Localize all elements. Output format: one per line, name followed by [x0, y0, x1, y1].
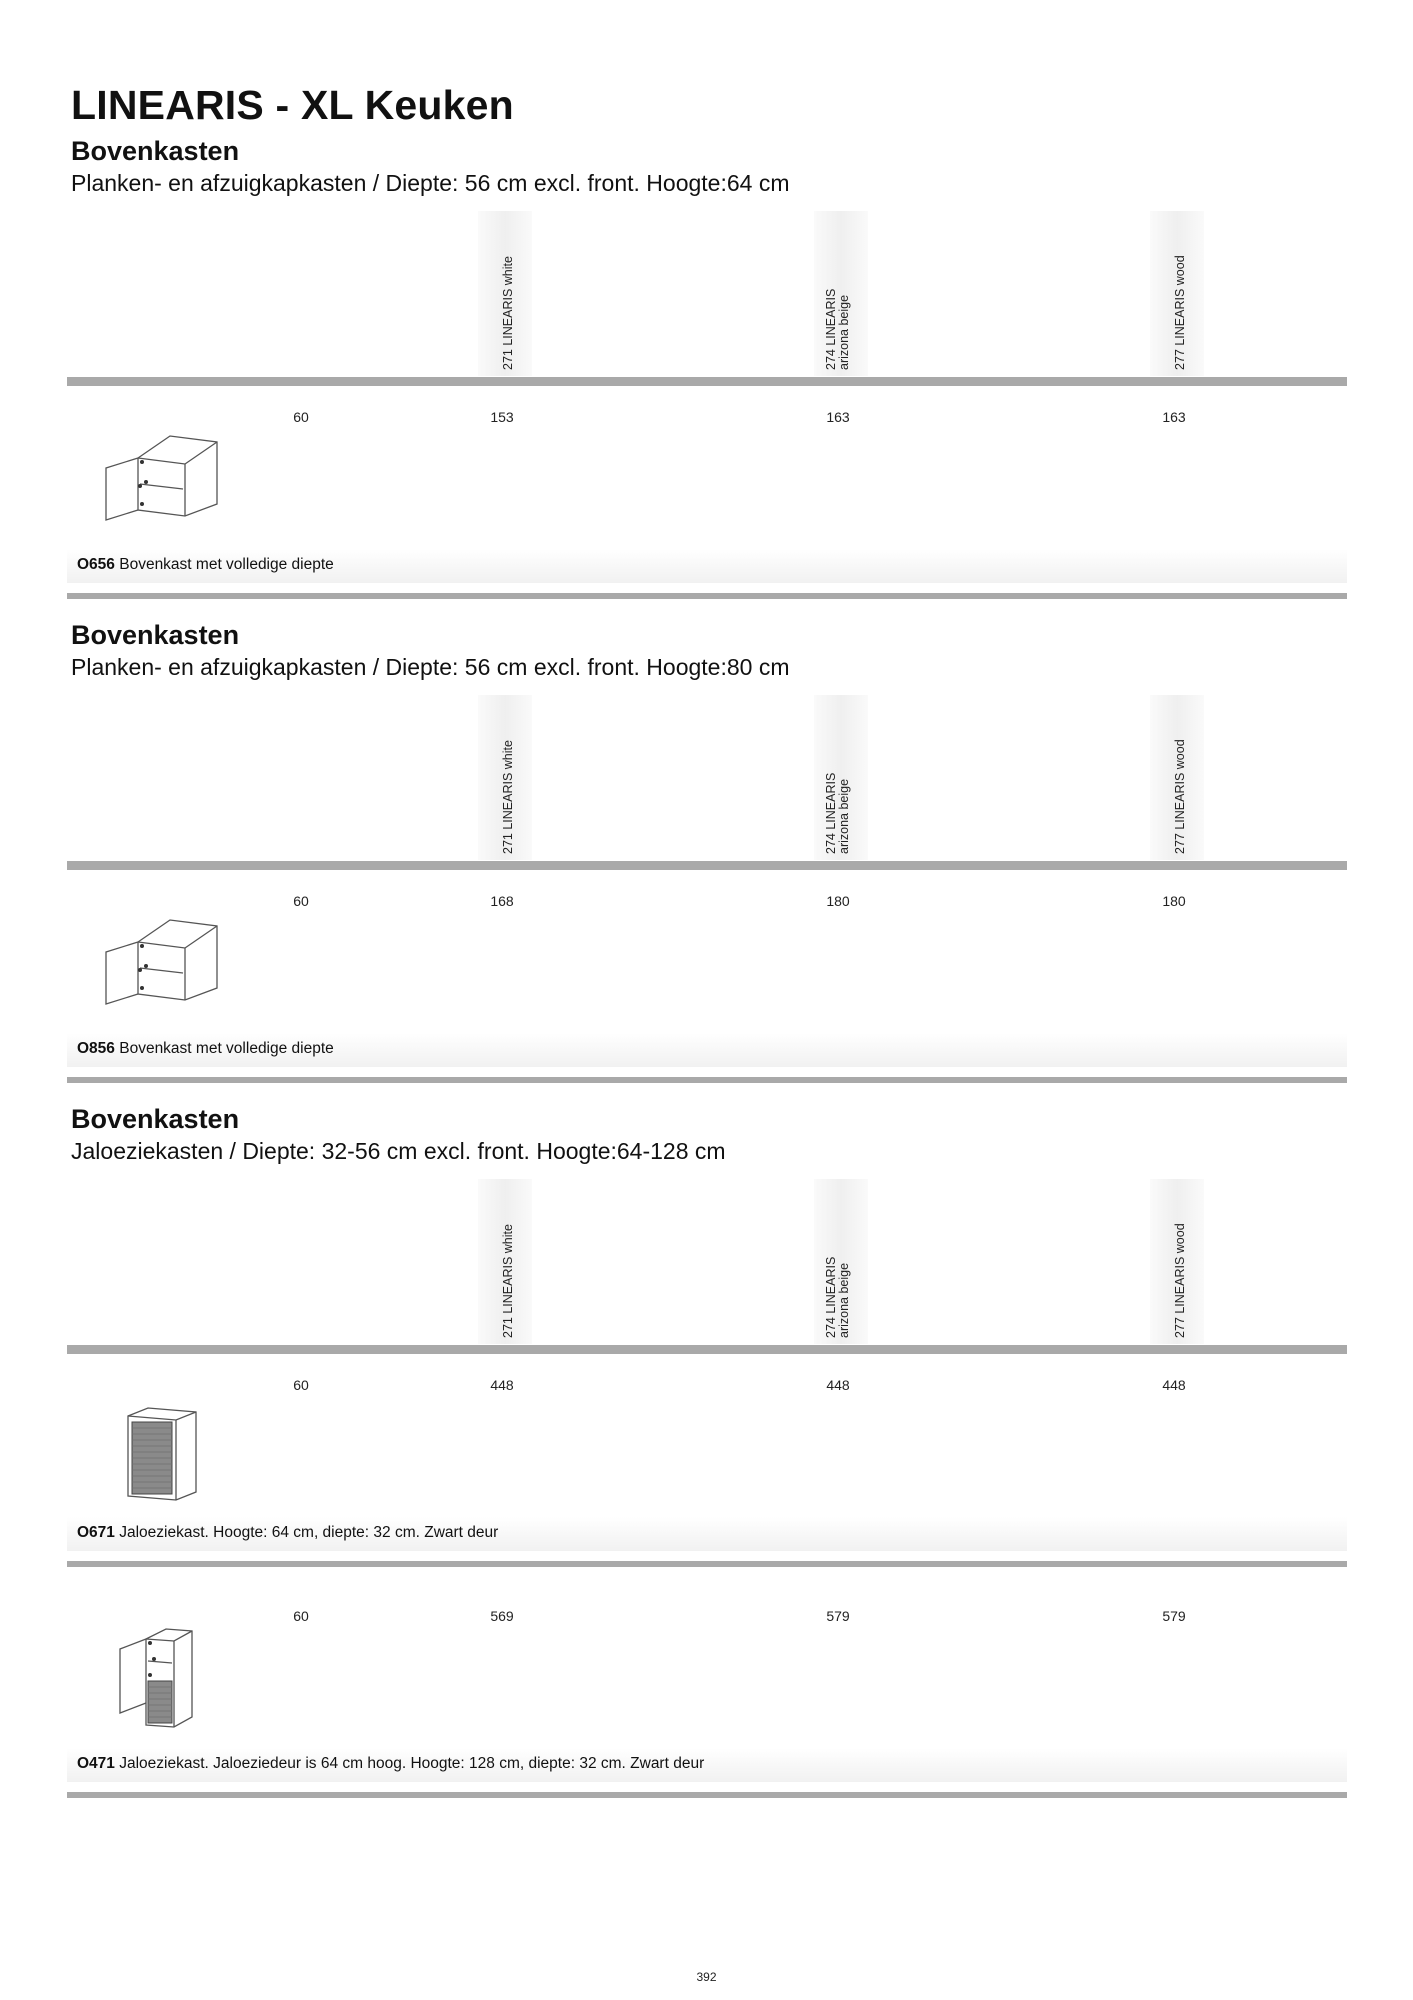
- price-271-cell: 569: [490, 1608, 514, 1624]
- row-rule: [67, 1561, 1347, 1567]
- item-description-bar: [67, 549, 1347, 583]
- header-rule: [67, 1345, 1347, 1354]
- price-274-cell: 163: [826, 409, 850, 425]
- column-header-271: 271 LINEARIS white: [478, 695, 532, 860]
- item-description: Bovenkast met volledige diepte: [119, 1040, 334, 1057]
- header-rule: [67, 377, 1347, 386]
- column-header-277: 277 LINEARIS wood: [1150, 1179, 1204, 1344]
- page-title: LINEARIS - XL Keuken: [71, 82, 514, 128]
- item-code: O471: [77, 1755, 115, 1772]
- width-cell: 60: [293, 1377, 309, 1393]
- price-271-cell: 153: [490, 409, 514, 425]
- column-header-277: 277 LINEARIS wood: [1150, 211, 1204, 376]
- item-code: O656: [77, 556, 115, 573]
- price-271-cell: 168: [490, 893, 514, 909]
- section-heading: Bovenkasten: [71, 1104, 240, 1134]
- section-subheading: Jaloeziekasten / Diepte: 32-56 cm excl. front. Hoogte:64-128 cm: [71, 1138, 726, 1164]
- price-274-cell: 180: [826, 893, 850, 909]
- section-heading: Bovenkasten: [71, 136, 240, 166]
- row-rule: [67, 1792, 1347, 1798]
- width-cell: 60: [293, 1608, 309, 1624]
- item-code: O671: [77, 1524, 115, 1541]
- price-277-cell: 163: [1162, 409, 1186, 425]
- row-rule: [67, 1077, 1347, 1083]
- price-271-cell: 448: [490, 1377, 514, 1393]
- tall-roller-shutter-cabinet-icon: [112, 1625, 202, 1730]
- header-rule: [67, 861, 1347, 870]
- column-header-271: 271 LINEARIS white: [478, 211, 532, 376]
- section-subheading: Planken- en afzuigkapkasten / Diepte: 56 cm excl. front. Hoogte:80 cm: [71, 654, 790, 680]
- item-description-bar: [67, 1033, 1347, 1067]
- wall-cabinet-open-door-icon: [98, 910, 223, 1005]
- section-subheading: Planken- en afzuigkapkasten / Diepte: 56 cm excl. front. Hoogte:64 cm: [71, 170, 790, 196]
- item-description: Bovenkast met volledige diepte: [119, 556, 334, 573]
- price-274-cell: 579: [826, 1608, 850, 1624]
- item-description-bar: [67, 1748, 1347, 1782]
- item-description: Jaloeziekast. Hoogte: 64 cm, diepte: 32 cm. Zwart deur: [119, 1524, 499, 1541]
- width-cell: 60: [293, 893, 309, 909]
- page-number: 392: [696, 1970, 717, 1984]
- column-header-271: 271 LINEARIS white: [478, 1179, 532, 1344]
- wall-cabinet-open-door-icon: [98, 426, 223, 521]
- width-cell: 60: [293, 409, 309, 425]
- price-277-cell: 448: [1162, 1377, 1186, 1393]
- item-code: O856: [77, 1040, 115, 1057]
- price-277-cell: 180: [1162, 893, 1186, 909]
- item-description: Jaloeziekast. Jaloeziedeur is 64 cm hoog. Hoogte: 128 cm, diepte: 32 cm. Zwart deur: [119, 1755, 705, 1772]
- column-header-274: 274 LINEARIS arizona beige: [814, 695, 868, 860]
- row-rule: [67, 593, 1347, 599]
- section-heading: Bovenkasten: [71, 620, 240, 650]
- column-header-274: 274 LINEARIS arizona beige: [814, 211, 868, 376]
- column-header-274: 274 LINEARIS arizona beige: [814, 1179, 868, 1344]
- item-description-bar: [67, 1517, 1347, 1551]
- price-274-cell: 448: [826, 1377, 850, 1393]
- roller-shutter-cabinet-icon: [122, 1404, 202, 1504]
- price-277-cell: 579: [1162, 1608, 1186, 1624]
- column-header-277: 277 LINEARIS wood: [1150, 695, 1204, 860]
